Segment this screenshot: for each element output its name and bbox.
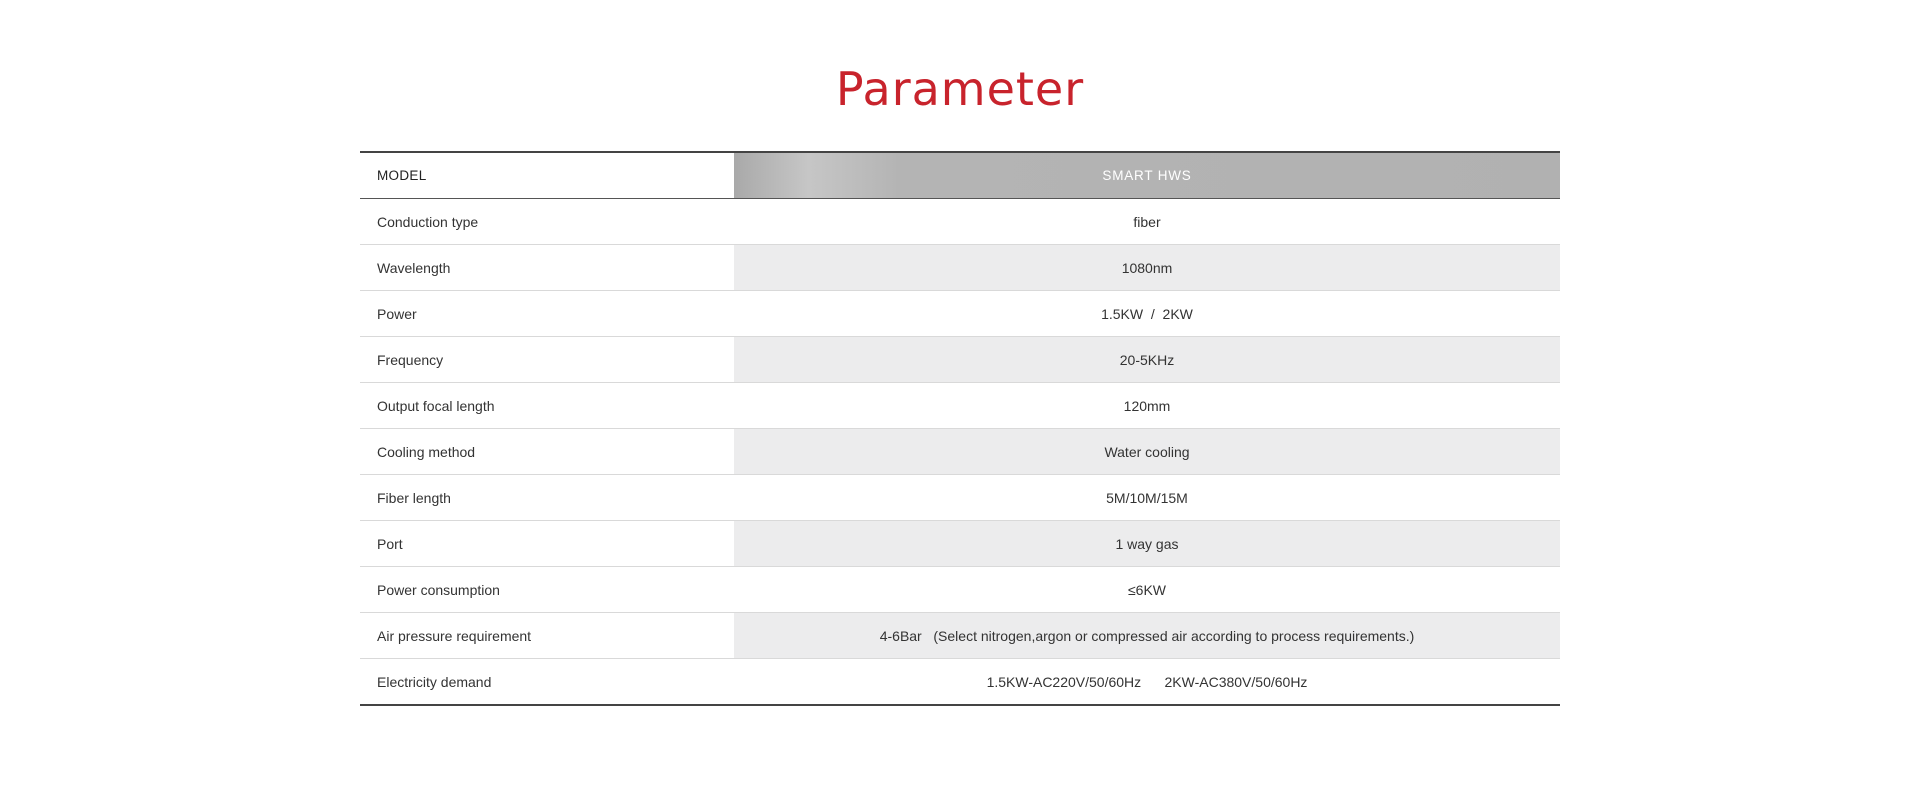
row-label: Fiber length <box>360 475 734 521</box>
row-label: Electricity demand <box>377 673 492 690</box>
table-row <box>360 291 1560 337</box>
row-value: 5M/10M/15M <box>734 475 1560 521</box>
table-row <box>360 383 1560 429</box>
row-label: Air pressure requirement <box>360 613 734 659</box>
row-value: 4-6Bar (Select nitrogen,argon or compressed air according to process requirements.) <box>734 613 1560 659</box>
row-label: Wavelength <box>360 245 734 291</box>
row-label: Power consumption <box>360 567 734 613</box>
table-header <box>360 152 1560 199</box>
table-row <box>360 199 1560 245</box>
row-label: Output focal length <box>360 383 734 429</box>
table-row <box>360 567 1560 613</box>
table-row <box>360 475 1560 521</box>
header-model-value: SMART HWS <box>734 152 1560 199</box>
row-value: 1 way gas <box>734 521 1560 567</box>
row-label: Port <box>360 521 734 567</box>
table-body <box>360 199 1560 706</box>
row-value: 1.5KW / 2KW <box>734 291 1560 337</box>
page-title: Parameter <box>835 62 1085 116</box>
header-row <box>360 152 1560 199</box>
row-value: 120mm <box>734 383 1560 429</box>
row-label: Power <box>360 291 734 337</box>
row-value: 1.5KW-AC220V/50/60Hz 2KW-AC380V/50/60Hz <box>986 673 1308 690</box>
row-value: 1080nm <box>734 245 1560 291</box>
row-value: Water cooling <box>734 429 1560 475</box>
header-label: MODEL <box>360 152 734 199</box>
row-value: fiber <box>734 199 1560 245</box>
parameter-table <box>360 151 1560 706</box>
table-row <box>360 659 1560 706</box>
row-label: Cooling method <box>360 429 734 475</box>
row-label: Frequency <box>360 337 734 383</box>
row-value: ≤6KW <box>734 567 1560 613</box>
table-row <box>360 521 1560 567</box>
row-label: Conduction type <box>360 199 734 245</box>
table-row <box>360 337 1560 383</box>
row-value: 20-5KHz <box>734 337 1560 383</box>
table-row <box>360 429 1560 475</box>
table-row <box>360 613 1560 659</box>
table-row <box>360 245 1560 291</box>
